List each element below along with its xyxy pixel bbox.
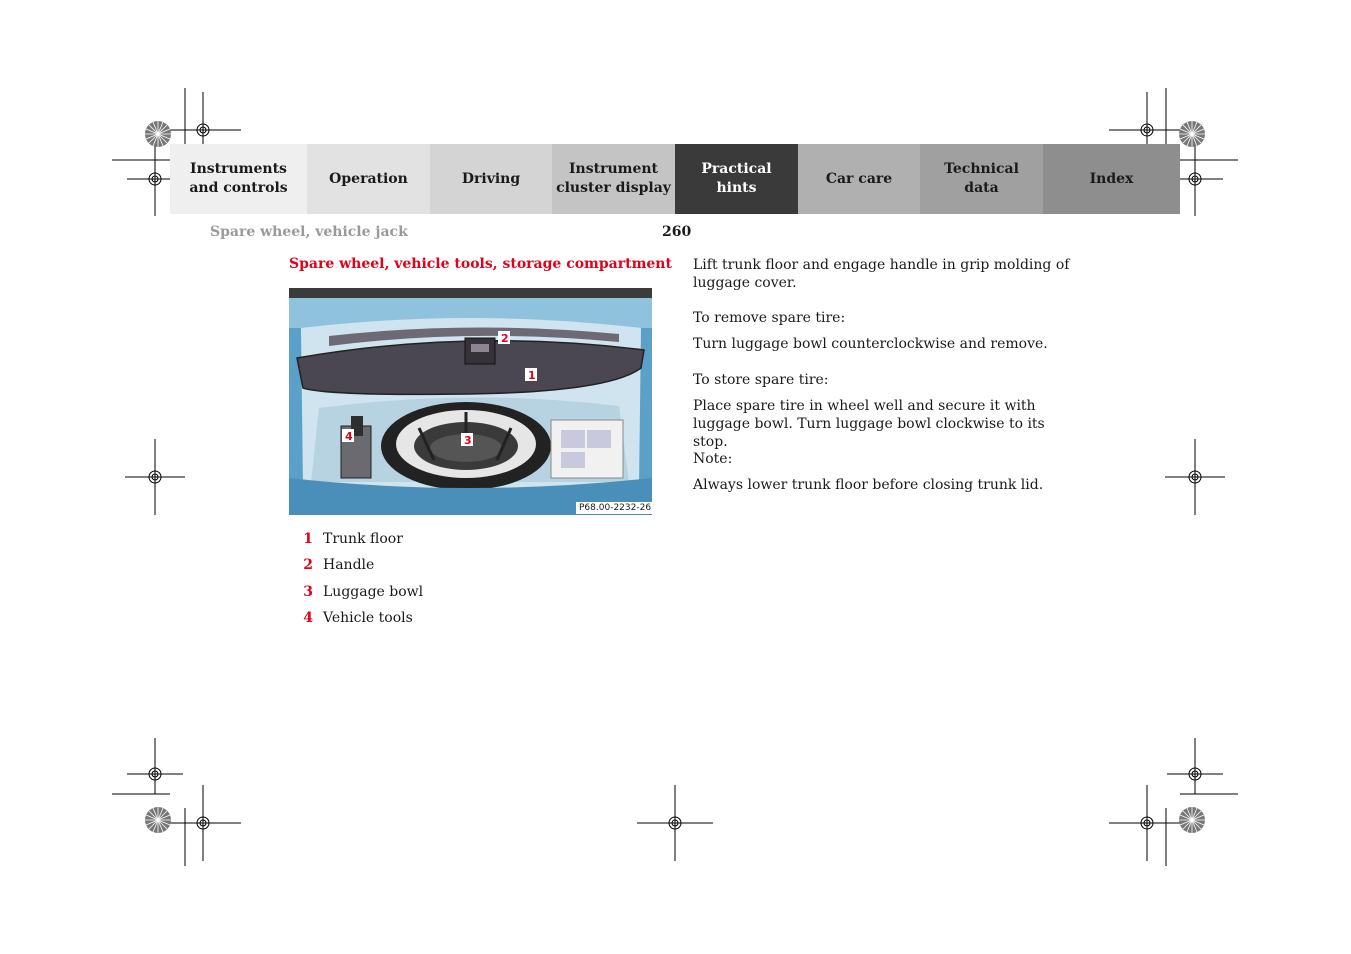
legend-label: Handle (323, 557, 375, 574)
tab-label: Index (1089, 170, 1134, 187)
legend-label: Trunk floor (323, 531, 403, 547)
figure-legend (289, 531, 659, 636)
legend-number: 3 (303, 583, 313, 600)
callout-1: 1 (528, 369, 536, 382)
legend-item (289, 610, 659, 636)
instruction-paragraph: Turn luggage bowl counterclockwise and remove. (693, 336, 1048, 352)
callout-4: 4 (345, 430, 353, 443)
note-label: Note: (693, 451, 733, 467)
callout-3: 3 (464, 434, 472, 447)
tab-label: Technical data (944, 161, 1019, 196)
tab-label: Driving (461, 170, 521, 187)
tab-instruments-and-controls[interactable] (170, 144, 307, 214)
callout-2: 2 (501, 332, 509, 345)
legend-item (289, 531, 659, 557)
page-heading: Spare wheel, vehicle tools, storage compartment (289, 256, 672, 272)
legend-number: 1 (303, 531, 313, 547)
chapter-tab-bar (170, 144, 1180, 214)
tab-practical-hints[interactable] (675, 144, 798, 214)
tab-operation[interactable] (307, 144, 430, 214)
tab-car-care[interactable] (798, 144, 920, 214)
instruction-subheading: To remove spare tire: (693, 310, 846, 326)
tab-instrument-cluster-display[interactable] (552, 144, 675, 214)
tab-label: Instrument cluster display (556, 161, 671, 196)
tab-label: Car care (825, 170, 893, 187)
section-title: Spare wheel, vehicle jack (210, 224, 408, 240)
trunk-illustration (289, 288, 652, 515)
tab-label: Instruments and controls (189, 161, 288, 196)
instruction-paragraph: Place spare tire in wheel well and secure it with luggage bowl. Turn luggage bowl clockwise to its stop. (693, 398, 1045, 450)
tab-index[interactable] (1043, 144, 1180, 214)
tab-label: Practical hints (701, 161, 772, 196)
legend-item (289, 584, 659, 610)
legend-number: 4 (303, 609, 313, 626)
instruction-subheading: To store spare tire: (693, 372, 829, 388)
legend-label: Vehicle tools (323, 609, 413, 626)
note-text: Always lower trunk floor before closing trunk lid. (693, 477, 1044, 493)
tab-label: Operation (329, 170, 408, 187)
legend-item (289, 557, 659, 583)
legend-number: 2 (303, 557, 313, 574)
tab-driving[interactable] (430, 144, 552, 214)
figure-reference: P68.00-2232-26 (576, 502, 654, 514)
instruction-paragraph: Lift trunk floor and engage handle in grip molding of luggage cover. (693, 257, 1070, 291)
tab-technical-data[interactable] (920, 144, 1043, 214)
page-number: 260 (662, 224, 692, 240)
legend-label: Luggage bowl (323, 583, 424, 600)
